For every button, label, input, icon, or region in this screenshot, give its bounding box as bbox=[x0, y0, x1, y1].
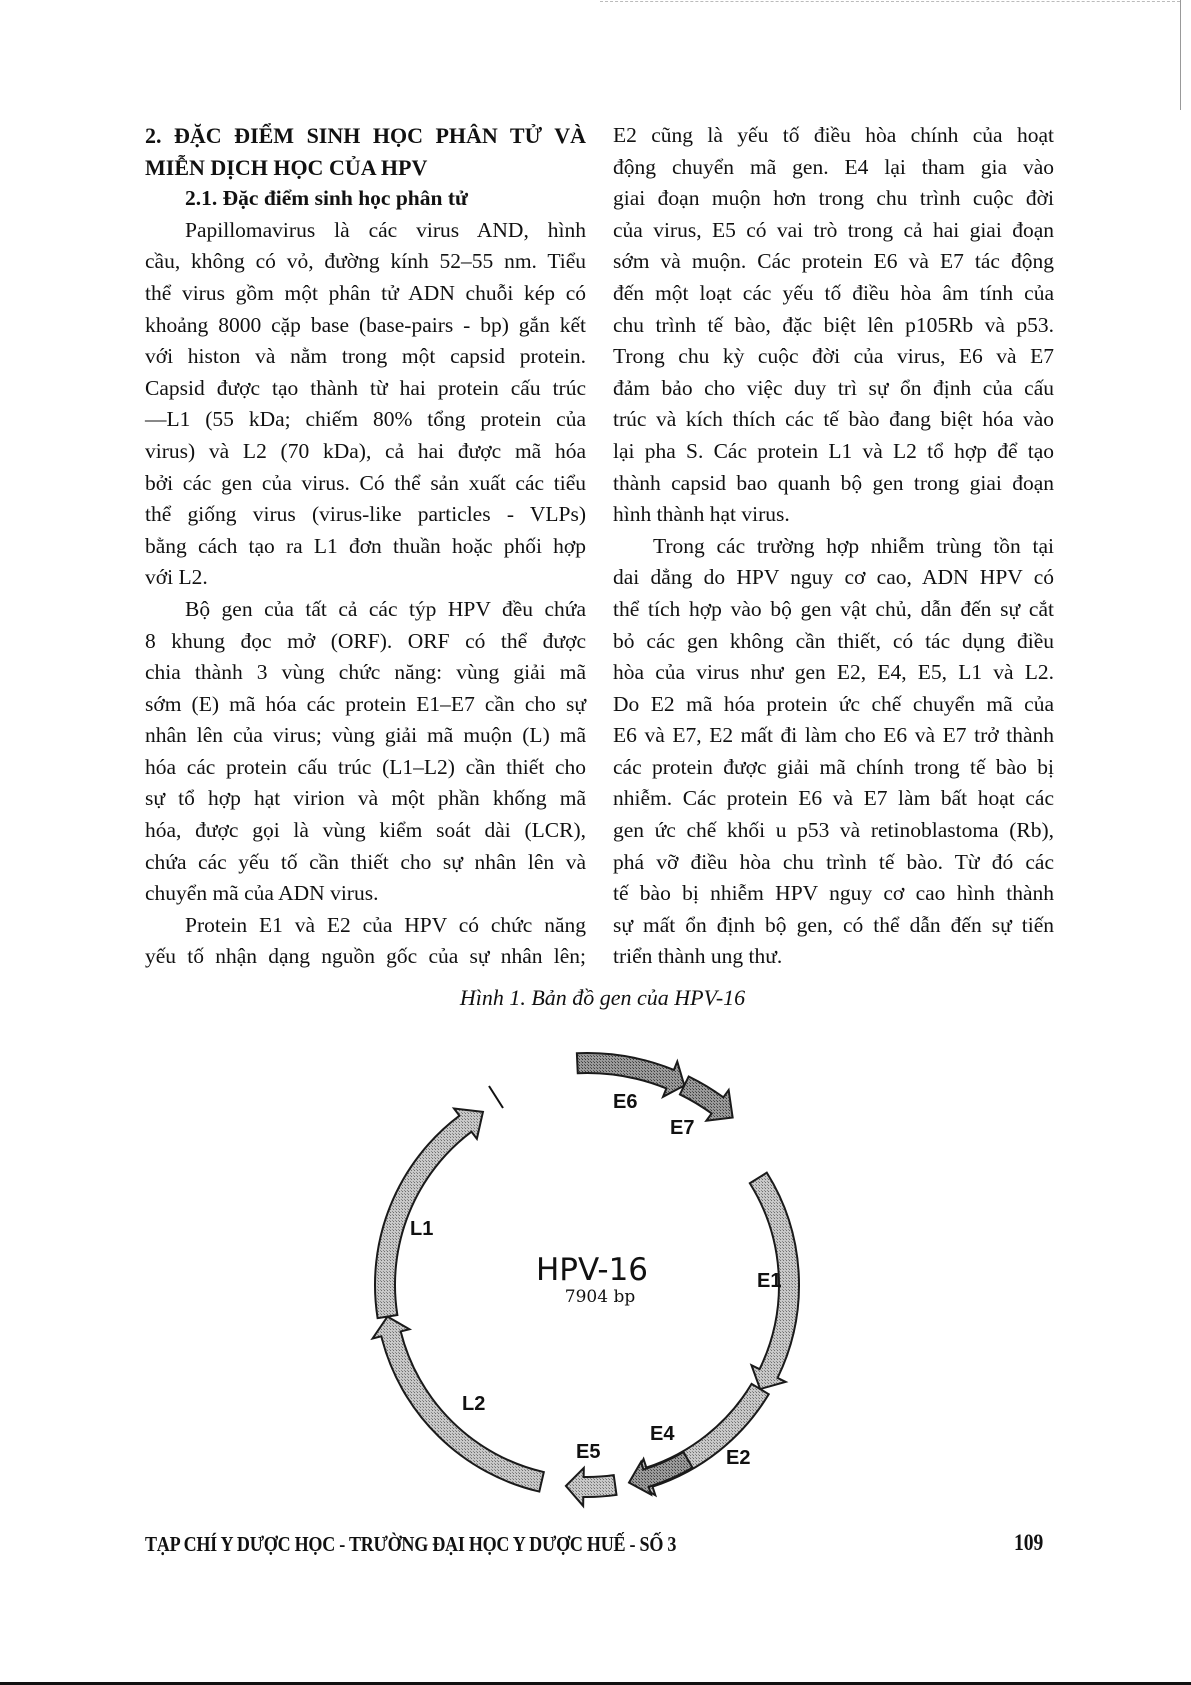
gene-label-e4: E4 bbox=[650, 1423, 675, 1445]
body-text-line: Papillomavirus là các virus AND, hình bbox=[185, 217, 586, 242]
origin-tick-mark bbox=[489, 1086, 503, 1108]
body-text-line: khoảng 8000 cặp base (base-pairs - bp) gắn kết bbox=[145, 312, 586, 337]
body-text-line: hình thành hạt virus. bbox=[613, 502, 790, 527]
body-text-line: thể giống virus (virus-like particles - VLPs) bbox=[145, 502, 586, 527]
body-text-line: chuyển mã của ADN virus. bbox=[145, 881, 379, 906]
gene-label-e1: E1 bbox=[757, 1270, 782, 1292]
gene-arrow-l1 bbox=[375, 1109, 483, 1319]
gene-label-e2: E2 bbox=[726, 1447, 751, 1469]
body-text-line: sớm (E) mã hóa các protein E1–E7 cần cho sự bbox=[145, 691, 586, 716]
body-text-line: hóa, được gọi là vùng kiểm soát dài (LCR), bbox=[145, 818, 586, 843]
body-text-line: hòa của virus như gen E2, E4, E5, L1 và L2. bbox=[613, 660, 1054, 685]
gene-label-l2: L2 bbox=[462, 1393, 486, 1415]
body-text-line: chia thành 3 vùng chức năng: vùng giải mã bbox=[145, 660, 586, 685]
body-text-line: thành capsid bao quanh bộ gen trong giai đoạn bbox=[613, 470, 1054, 495]
journal-footer: TẠP CHÍ Y DƯỢC HỌC - TRƯỜNG ĐẠI HỌC Y DƯỢC HUẾ - SỐ 3 bbox=[145, 1532, 677, 1556]
body-text-line: lại pha S. Các protein L1 và L2 tổ hợp để tạo bbox=[613, 438, 1054, 463]
body-text-line: tế bào bị nhiễm HPV nguy cơ cao hình thành bbox=[613, 881, 1054, 906]
gene-label-l1: L1 bbox=[410, 1218, 434, 1240]
body-text-line: đảm bảo cho việc duy trì sự ổn định của cấu bbox=[613, 375, 1054, 400]
body-text-line: virus) và L2 (70 kDa), cả hai được mã hóa bbox=[145, 438, 586, 463]
body-text-line: dai dẳng do HPV nguy cơ cao, ADN HPV có bbox=[613, 565, 1054, 590]
figure-caption: Hình 1. Bản đồ gen của HPV-16 bbox=[459, 985, 746, 1010]
gene-arrow-l2 bbox=[373, 1317, 544, 1492]
body-text-line: sự tổ hợp hạt virion và một phần khống mã bbox=[145, 786, 586, 811]
body-text-line: thể virus gồm một phân tử ADN chuỗi kép có bbox=[145, 280, 586, 305]
body-text-line: bởi các gen của virus. Có thể sản xuất các tiểu bbox=[145, 470, 586, 495]
body-text-line: trúc và kích thích các tế bào đang biệt hóa vào bbox=[613, 407, 1054, 432]
body-text-line: chứa các yếu tố cần thiết cho sự nhân lên và bbox=[145, 849, 586, 874]
body-text-line: sự mất ổn định bộ gen, có thể dẫn đến sự tiến bbox=[613, 912, 1054, 937]
body-text-line: sớm và muộn. Các protein E6 và E7 tác động bbox=[613, 249, 1054, 274]
body-text-line: E2 cũng là yếu tố điều hòa chính của hoạt bbox=[613, 123, 1054, 147]
body-text-line: phá vỡ điều hòa chu trình tế bào. Từ đó các bbox=[613, 849, 1054, 874]
body-text-line: của virus, E5 có vai trò trong cả hai giai đoạn bbox=[613, 217, 1054, 242]
genome-title: HPV-16 bbox=[535, 1252, 649, 1288]
gene-label-e6: E6 bbox=[613, 1091, 638, 1113]
gene-arrow-e4 bbox=[629, 1452, 693, 1494]
section-heading-line: MIỄN DỊCH HỌC CỦA HPV bbox=[145, 154, 428, 180]
body-text-line: đến một loạt các yếu tố điều hòa âm tính của bbox=[613, 280, 1054, 305]
body-text-line: bằng cách tạo ra L1 đơn thuần hoặc phối hợp bbox=[145, 533, 586, 558]
body-text-line: giai đoạn muộn hơn trong chu trình cuộc đời bbox=[613, 186, 1054, 211]
body-text-line: với histon và nằm trong một capsid protein. bbox=[145, 344, 586, 369]
body-text-line: Bộ gen của tất cả các týp HPV đều chứa bbox=[185, 596, 586, 621]
body-text-line: hóa các protein cấu trúc (L1–L2) cần thiết cho bbox=[145, 754, 586, 779]
page-number: 109 bbox=[1014, 1530, 1044, 1555]
body-text-line: các protein được giải mã chính trong tế bào bị bbox=[613, 754, 1054, 779]
gene-label-e7: E7 bbox=[670, 1117, 695, 1139]
body-text-line: cầu, không có vỏ, đường kính 52–55 nm. Tiểu bbox=[145, 249, 586, 274]
gene-arrow-e5 bbox=[566, 1468, 617, 1506]
subsection-heading: 2.1. Đặc điểm sinh học phân tử bbox=[185, 186, 468, 211]
body-text-line: Trong các trường hợp nhiễm trùng tồn tại bbox=[653, 533, 1054, 558]
body-text-line: nhiễm. Các protein E6 và E7 làm bất hoạt các bbox=[613, 786, 1054, 811]
gene-label-e5: E5 bbox=[576, 1441, 601, 1463]
body-text-line: với L2. bbox=[145, 565, 208, 590]
body-text-line: yếu tố nhận dạng nguồn gốc của sự nhân lên; bbox=[145, 944, 586, 969]
body-text-line: thể tích hợp vào bộ gen vật chủ, dẫn đến sự cắt bbox=[613, 596, 1054, 621]
body-text-line: Do E2 mã hóa protein ức chế chuyển mã của bbox=[613, 691, 1054, 716]
body-text-line: 8 khung đọc mở (ORF). ORF có thể được bbox=[145, 628, 586, 653]
body-text-line: Trong chu kỳ cuộc đời của virus, E6 và E7 bbox=[613, 344, 1054, 369]
genome-size: 7904 bp bbox=[564, 1287, 636, 1307]
section-heading-line: 2. ĐẶC ĐIỂM SINH HỌC PHÂN TỬ VÀ bbox=[145, 123, 586, 148]
body-text-line: động chuyển mã gen. E4 lại tham gia vào bbox=[613, 154, 1054, 179]
gene-arrow-e7 bbox=[680, 1076, 733, 1120]
body-text-line: Capsid được tạo thành từ hai protein cấu trúc bbox=[145, 375, 586, 400]
body-text-line: bỏ các gen không cần thiết, có tác dụng điều bbox=[613, 628, 1054, 653]
body-text-line: chu trình tế bào, đặc biệt lên p105Rb và p53. bbox=[613, 312, 1054, 337]
body-text-line: gen ức chế khối u p53 và retinoblastoma (Rb), bbox=[613, 818, 1054, 843]
body-text-line: Protein E1 và E2 của HPV có chức năng bbox=[185, 912, 586, 937]
body-text-line: nhân lên của virus; vùng giải mã muộn (L) mã bbox=[145, 723, 586, 748]
body-text-line: E6 và E7, E2 mất đi làm cho E6 và E7 trở thành bbox=[613, 723, 1054, 748]
body-text-line: —L1 (55 kDa; chiếm 80% tổng protein của bbox=[145, 407, 586, 432]
body-text-line: triển thành ung thư. bbox=[613, 944, 783, 969]
